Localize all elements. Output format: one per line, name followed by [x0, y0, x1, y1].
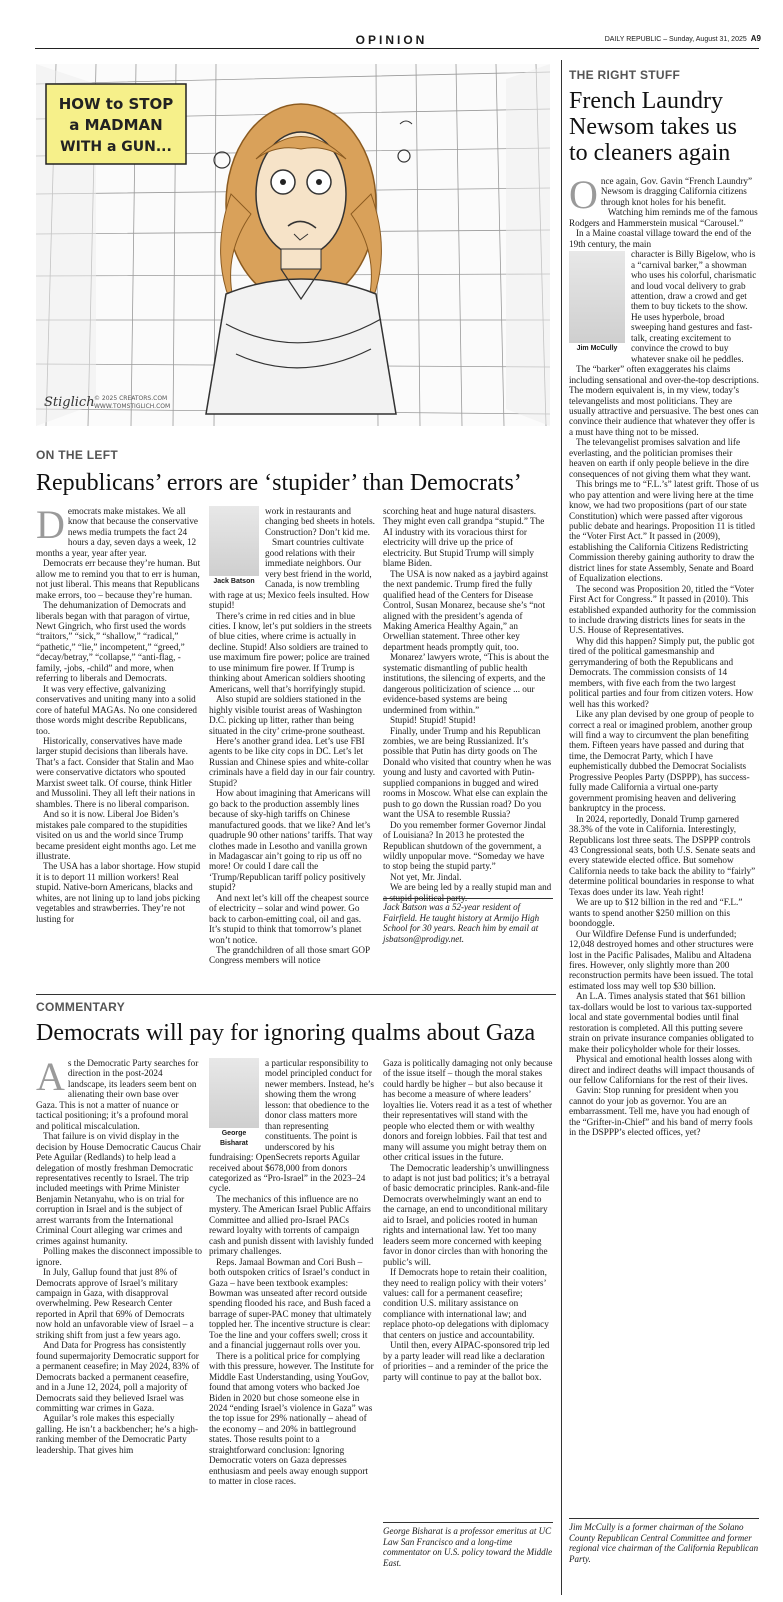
left-col1-p4: Historically, conservatives have made larger stupid decisions than liberals have. That’s a fact. Consider that Stalin and Mao were conservative dictators who spouted Marxist sweet talk. Of course, think Hitler and Mussolini. They all left their nations in shambles. There is no liberal comparison.	[36, 735, 196, 809]
left-col3-p0: scorching heat and huge natural disasters. They might even call grandpa “stupid.” The AI industry with its voracious thirst for electricity will drive up the price of electricity. But Stupid Trump will simply blame Biden.	[383, 506, 545, 569]
comm-col2-p0: a particular responsibility to model principled conduct for newer members. Instead, he’s showing them the wrong lesson: that obedience to the donor class matters more than representing constituents. The point is underscored by his fundraising: OpenSecrets reports Aguilar received about $678,000 from donors categorized as “Pro-Israel” in the 2023–24 cycle.	[209, 1058, 374, 1194]
column-divider	[561, 60, 562, 1595]
comm-col1-p3: In July, Gallup found that just 8% of Democrats approve of Israel’s military campaign in Gaza, with disapproval overwhelming. Pew Research Center reported in April that 69% of Democrats now hold an unfavorable view of Israel – a striking shift from just a few years ago.	[36, 1267, 194, 1340]
commentary-col2	[209, 1058, 375, 1580]
left-author-bio: Jack Batson was a 52-year resident of Fairfield. He taught history at Armijo High School for 30 years. Reach him by email at jsbatson@prodigy.net.	[383, 898, 553, 944]
right-author-bio: Jim McCully is a former chairman of the Solano County Republican Central Committee and former regional vice chairman of the California Republican Party.	[569, 1518, 759, 1564]
left-col2-p7: The grandchildren of all those smart GOP Congress members will notice	[209, 945, 370, 966]
comm-col2-p3: There is a political price for complying with this pressure, however. The Institute for Middle East Understanding, using YouGov, found that among voters who backed Joe Biden in 2020 but chose someone else in 2024 “ending Israel’s violence in Gaza” was the top issue for 29% nationally – ahead of the economy – and 20% in battleground states. Those results point to a straightforward conclusion: Ignoring Democratic voters on Gaza depresses enthusiasm and peels away enough support to matter in close races.	[209, 1350, 374, 1487]
left-col1-p1: Democrats err because they’re human. But allow me to remind you that to err is human, not just liberal. This means that Republicans make errors, too – because they’re human.	[36, 558, 201, 600]
right-intro-p2: In a Maine coastal village toward the end of the 19th century, the main	[569, 228, 752, 249]
right-body-p10: An L.A. Times analysis stated that $61 billion tax-dollars would be lost to various tax-supported local and state governmental bodies until final restoration is completed. All this putting severe strain on private insurance companies obligated to make their policyholder whole for their losses.	[569, 991, 754, 1054]
left-col2-p2: There’s crime in red cities and in blue cities. I know, let’s put soldiers in the streets of blue cities, where crime is actually in decline. Stupid! Also soldiers are trained to use maximum fire power; police are trained to use minimum fire power. If Trump is thinking about American soldiers shooting Americans, well that’s horrifyingly stupid.	[209, 610, 372, 694]
comm-col3-p0: Gaza is politically damaging not only because of the issue itself – though the moral stakes could hardly be higher – but also because it has become a measure of where leaders’ loyalties lie. Voters read it as a test of whether their representatives will stand with the people who elected them or with wealthy donors and foreign lobbies. Fail that test and many will assume you might betray them on other critical issues in the future.	[383, 1058, 553, 1163]
left-article-headline: Republicans’ errors are ‘stupider’ than Democrats’	[36, 470, 522, 496]
drop-cap: A	[36, 1054, 65, 1099]
commentary-author-bio: George Bisharat is a professor emeritus at UC Law San Francisco and a long-time commentator on U.S. policy toward the Middle East.	[383, 1522, 553, 1568]
author-photo-caption: Jack Batson	[213, 578, 255, 585]
commentary-rule	[36, 994, 556, 995]
author-photo-caption: George Bisharat	[219, 1130, 248, 1148]
left-article-kicker: ON THE LEFT	[36, 448, 118, 462]
left-col2-p6: And next let’s kill off the cheapest source of electricity – solar and wind power. Go back to carbon-emitting coal, oil and gas. It’s stupid to think that tomorrow’s planet won’t notice.	[209, 892, 369, 945]
author-portrait	[569, 251, 625, 343]
author-photo-caption: Jim McCully	[576, 345, 618, 353]
right-body-p9: Our Wildfire Defense Fund is underfunded; 12,048 destroyed homes and other structures were lost in the Pacific Palisades, Malibu and Altadena fires. However, only slightly more than 200 reconstruction permits have been issued. The total estimated loss may well top $30 billion.	[569, 928, 754, 991]
cartoon-credit-line2: WWW.TOMSTIGLICH.COM	[94, 403, 171, 410]
comm-col3-p3: Until then, every AIPAC-sponsored trip led by a party leader will read like a declaration of priorities – and a reminder of the price the party will continue to pay at the ballot box.	[383, 1340, 550, 1382]
right-article-body	[569, 172, 759, 1512]
author-photo	[209, 506, 259, 587]
author-portrait	[209, 506, 259, 576]
left-article-col2	[209, 506, 375, 966]
right-body-p11: Physical and emotional health losses along with direct and indirect deaths will impact thousands of our fellow Californians for the rest of their lives.	[569, 1054, 755, 1085]
comm-col1-p0: s the Democratic Party searches for direction in the post-2024 landscape, its leaders seem bent on alienating their own base over Gaza. This is not a matter of nuance or tactical positioning; it’s a profound moral and political miscalculation.	[36, 1058, 199, 1131]
cartoonist-signature: Stiglich	[44, 395, 95, 410]
comm-col1-p2: Polling makes the disconnect impossible to ignore.	[36, 1246, 202, 1267]
right-body-p2: The televangelist promises salvation and life everlasting, and the politician promises their heaven on earth if only people believe in the dire consequences of not giving them what they want.	[569, 437, 751, 479]
comm-col1-p4: And Data for Progress has consistently found supermajority Democratic support for a permanent ceasefire; in May 2024, 83% of Democrats backed a permanent ceasefire, and in a June 12, 2024, poll a majority of Democrats said they believed Israel was committing war crimes in Gaza.	[36, 1340, 200, 1413]
cartoon-credit-line1: © 2025 CREATORS.COM	[94, 395, 168, 402]
right-body-p5: Why did this happen? Simply put, the public got tired of the political gamesmanship and gerrymandering of both the Republicans and Democrats. The commission consists of 14 members, with five each from the two largest political parties and four from citizen voters. How well has this worked?	[569, 635, 755, 709]
commentary-headline: Democrats will pay for ignoring qualms about Gaza	[36, 1020, 536, 1046]
cartoon-drawing	[36, 64, 550, 426]
cartoon-caption-line2: a MADMAN	[69, 116, 163, 134]
left-col2-p5: How about imagining that Americans will go back to the production assembly lines because of sky-high tariffs on Chinese manufactured goods. that we like? And let’s quadruple 90 other nations’ tariffs. That way clothes made in Lesotho and vanilla grown in Madagascar ain’t going to rip us off no more! Or could I dare call the ‘Trump/Republican tariff policy positively stupid?	[209, 788, 373, 893]
left-col2-p1: Smart countries cultivate good relations with their immediate neighbors. Our very best friend in the world, Canada, is now trembling with rage at us; Mexico feels insulted. How stupid!	[209, 537, 372, 611]
comm-col2-p1: The mechanics of this influence are no mystery. The American Israel Public Affairs Committee and allied pro-Israel PACs reward loyalty with torrents of campaign cash and punish dissent with lavishly funded primary challenges.	[209, 1193, 374, 1257]
left-col3-p3: Stupid! Stupid! Stupid!	[390, 715, 476, 726]
paper-dateline	[605, 34, 761, 43]
left-col3-p4: Finally, under Trump and his Republican zombies, we are being Russianized. It’s possible that Putin has dirty goods on The Donald who visited that country when he was young and lusty and cavorted with Putin-supplied companions in bugged and wired rooms in Moscow. What else can explain the push to go down the Russian road? Do you want the USA to resemble Russia?	[383, 725, 552, 820]
page-number: A9	[750, 34, 761, 43]
section-title: OPINION	[355, 33, 428, 47]
right-body-p3: This brings me to “F.L.’s” latest grift. Those of us who pay attention and were living here at the time know, we had two propositions (part of our state Constitution) which were passed after vigorous public debate and hearings. Proposition 11 is titled the “Voter First Act.” It passed in (2009), establishing the California Citizens Redistricting Commission thereby gaining authority to draw the district lines for state Assembly, Senate and Board of Equalization elections.	[569, 479, 759, 584]
right-body-p8: We are up to $12 billion in the red and “F.L.” wants to spend another $250 million on this boondoggle.	[569, 897, 743, 929]
author-photo	[209, 1058, 259, 1150]
drop-cap: D	[36, 502, 65, 547]
left-col1-p0: emocrats make mistakes. We all know that because the conservative news media trumpets the fact 24 hours a day, seven days a week, 12 months a year, year after year.	[36, 506, 198, 558]
commentary-col1	[36, 1054, 202, 1580]
cartoon-caption-line3: WITH a GUN...	[60, 139, 172, 155]
left-col3-p6: Not yet, Mr. Jindal.	[390, 871, 462, 882]
right-body-p6: Like any plan devised by one group of people to correct a real or imagined problem, another group will find a way to circumvent the plan benefiting them. Fifteen years have passed and during that time, the Democrat Party, which I have euphemistically dubbed the Democrat Socialists Progressive Peoples Party (DSPPP), has successfully made California a virtual one-party government promising heaven and delivering bankruptcy in the process.	[569, 709, 754, 814]
left-col1-p2: The dehumanization of Democrats and liberals began with that paragon of virtue, Newt Gingrich, who first used the words “traitors,” “sick,” “shallow,” “radical,” “pathetic,” “lie,” incompetent,” “greed,” “decay/betray,” “collapse,” “anti-flag, -family, -jobs, -child” and more, when referring to liberals and Democrats.	[36, 600, 190, 684]
left-col1-p6: The USA has a labor shortage. How stupid it is to deport 11 million workers! Real stupid. Native-born Americans, blacks and whites, are not lining up to land jobs picking vegetables and strawberries. They’re not lusting for	[36, 861, 201, 924]
left-col1-p5: And so it is now. Liberal Joe Biden’s mistakes pale compared to the stupidities visited on us and the world since Trump became president eight months ago. Let me illustrate.	[36, 809, 196, 861]
left-article-col3	[383, 506, 553, 903]
commentary-kicker: COMMENTARY	[36, 1000, 125, 1014]
left-col3-p7: We are being led by a really stupid man and a stupid political party.	[383, 882, 552, 903]
paper-date: DAILY REPUBLIC – Sunday, August 31, 2025	[604, 36, 747, 43]
right-body-p7: In 2024, reportedly, Donald Trump garnered 38.3% of the vote in California. Interestingly, Republicans lost three seats. The DSPPP controls 43 Congressional seats, both U.S. Senate seats and every statewide elected office. But somehow California needs to take back the ability to “fairly” determine political boundaries in response to what Texas does under its law. Yeah right!	[569, 813, 756, 897]
right-body-p0: character is Billy Bigelow, who is a “carnival barker,” a showman who uses his colorful, charismatic and loud vocal delivery to grab attention, draw a crowd and get them to buy tickets to the show. He uses hyperbole, broad sweeping hand gestures and fast-talk, creating excitement to convince the crowd to buy whatever snake oil he peddles.	[631, 249, 757, 364]
right-intro-p1: Watching him reminds me of the famous Rodgers and Hammerstein musical “Carousel.”	[569, 207, 758, 228]
commentary-col3	[383, 1058, 553, 1516]
comm-col2-p2: Reps. Jamaal Bowman and Cori Bush – both outspoken critics of Israel’s conduct in Gaza – have been textbook examples: Bowman was unseated after record outside spending flooded his race, and Bush faced a barrage of super-PAC money that ultimately toppled her. The incentive structure is clear: Toe the line and your coffers swell; cross it and a financial juggernaut rolls over you.	[209, 1256, 372, 1351]
right-article-kicker: THE RIGHT STUFF	[569, 68, 681, 82]
comm-col1-p1: That failure is on vivid display in the decision by House Democratic Caucus Chair Pete Aguilar (Redlands) to help lead a delegation of mostly freshman Democratic representatives recently to Israel. The trip included meetings with Prime Minister Benjamin Netanyahu, who is on trial for corruption in Israel and is the subject of arrest warrants from the International Criminal Court alleging war crimes and crimes against humanity.	[36, 1131, 202, 1246]
left-article-col1	[36, 502, 202, 941]
left-col2-p0: work in restaurants and changing bed sheets in hotels. Construction? Don’t kid me.	[265, 506, 375, 537]
comm-col1-p5: Aguilar’s role makes this especially galling. He isn’t a backbencher; he’s a high-ranking member of the Democratic Party leadership. That gives him	[36, 1413, 199, 1455]
drop-cap: O	[569, 172, 598, 217]
author-portrait	[209, 1058, 259, 1128]
comm-col3-p1: The Democratic leadership’s unwillingness to adapt is not just bad politics; it’s a betrayal of basic democratic principles. Rank-and-file Democrats overwhelmingly want an end to the carnage, an end to unconditional military aid to Israel, and policies rooted in human rights and international law. Yet too many leaders seem more concerned with keeping favor in donor circles than with honoring the public’s will.	[383, 1162, 550, 1267]
cartoon-caption-line1: HOW to STOP	[58, 95, 174, 113]
editorial-cartoon	[36, 64, 550, 426]
left-col3-p1: The USA is now naked as a jaybird against the next pandemic. Trump fired the fully qualified head of the Centers for Disease Control, Susan Monarez, because she’s “not aligned with the president’s agenda of Making America Healthy Again,” an Orwellian statement. Three other key department heads promptly quit, too.	[383, 568, 549, 652]
left-col3-p2: Monarez’ lawyers wrote, “This is about the systematic dismantling of public health institutions, the silencing of experts, and the dangerous politicization of science ... our evidence-based systems are being undermined from within.”	[383, 652, 549, 715]
header-rule	[35, 48, 759, 49]
right-intro-p0: nce again, Gov. Gavin “French Laundry” Newsom is dragging California citizens through knot holes for his benefit.	[600, 176, 753, 207]
left-col2-p4: Here’s another grand idea. Let’s use FBI agents to be like city cops in DC. Let’s let Russian and Chinese spies and white-collar criminals have a field day in our fair country. Stupid?	[209, 735, 375, 788]
left-col2-p3: Also stupid are soldiers stationed in the highly visible tourist areas of Washington D.C. picking up litter, rather than being situated in the city’ crime-prone southeast.	[209, 694, 365, 736]
right-body-p1: The “barker” often exaggerates his claims including sensational and over-the-top descriptions. The modern equivalent is, in my view, today’s televangelists and most politicians. They are usually attractive and persuasive. The best ones can convince their audience that whatever they offer is a must have thing not to be missed.	[569, 364, 759, 437]
right-body-p4: The second was Proposition 20, titled the “Voter First Act for Congress.” It passed in (2010). This established expanded authority for the commission to include drawing districts lines for seats in the U.S. House of Representatives.	[569, 583, 757, 636]
right-article-headline: French Laundry Newsom takes us to cleaners again	[569, 88, 737, 166]
author-photo	[569, 251, 625, 354]
left-col3-p5: Do you remember former Governor Jindal of Louisiana? In 2013 he protested the Republican shutdown of the government, a wildly unpopular move. “Someday we have to stop being the stupid party.”	[383, 819, 546, 872]
comm-col3-p2: If Democrats hope to retain their coalition, they need to realign policy with their voters’ values: call for a permanent ceasefire; condition U.S. military assistance on compliance with international law; and replace photo-op delegations with diplomacy that centers on justice and accountability.	[383, 1267, 549, 1340]
right-body-p12: Gavin: Stop running for president when you cannot do your job as governor. You are an embarrassment. Tell me, have you had enough of the “Grifter-in-Chief” and his band of merry fools in the DSPPP’s elected offices, yet?	[569, 1085, 753, 1138]
left-col1-p3: It was very effective, galvanizing conservatives and uniting many into a solid core of hateful MAGAs. No one considered those words might describe Republicans, too.	[36, 683, 197, 736]
